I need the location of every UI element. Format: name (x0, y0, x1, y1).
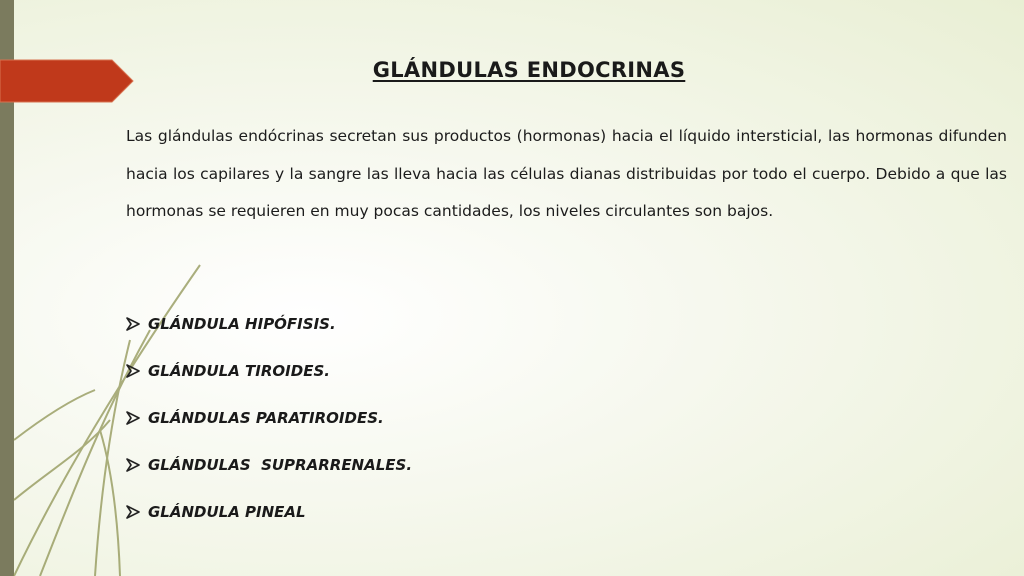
slide-title-text: GLÁNDULAS ENDOCRINAS (372, 58, 686, 82)
intro-paragraph: Las glándulas endócrinas secretan sus productos (hormonas) hacia el líquido intersticial, las hormonas difunden hacia los capilares y la sangre las lleva hacia las células dianas distribuidas por todo el cuerpo. Debido a que las hormonas se requieren en muy pocas cantidades, los niveles circulantes son bajos. (126, 127, 1007, 220)
arrowhead-bullet-icon (126, 505, 140, 519)
arrowhead-bullet-icon (126, 458, 140, 472)
list-item (126, 394, 412, 441)
list-item (126, 300, 412, 347)
list-item (126, 488, 412, 535)
list-item (126, 347, 412, 394)
gland-label: GLÁNDULA HIPÓFISIS. (148, 314, 336, 333)
gland-label: GLÁNDULAS PARATIROIDES. (148, 408, 384, 427)
gland-label: GLÁNDULA PINEAL (148, 502, 306, 521)
arrowhead-bullet-icon (126, 317, 140, 331)
gland-list (126, 300, 412, 535)
gland-label: GLÁNDULA TIROIDES. (148, 361, 330, 380)
arrowhead-bullet-icon (126, 364, 140, 378)
arrowhead-bullet-icon (126, 411, 140, 425)
list-item (126, 441, 412, 488)
gland-label: GLÁNDULAS SUPRARRENALES. (148, 455, 413, 474)
slide-title (0, 58, 1024, 82)
